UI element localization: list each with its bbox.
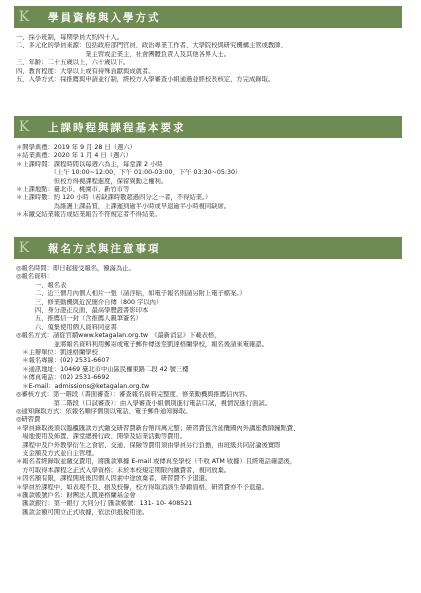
k-icon: K: [18, 240, 30, 256]
text-line: ＊學員於課程中，如表現不良、損及校譽，校方得取消該生學籍資格，研習費亦不予退還。: [16, 483, 268, 491]
text-line: ◎報名方式：請從官網www.ketagalan.org.tw 《最新消息》下載表格，: [16, 332, 221, 340]
section-body: [16, 34, 421, 84]
text-line: 並將報名資料利用郵寄或電子郵件傳送至凱達格蘭學校，報名後請來電確認。: [16, 340, 268, 348]
text-line: ＊因名額有限，課程開班後因個人因素中途放棄者，研習費不予退還。: [16, 475, 212, 483]
text-line: 二、近三個月內個人相片一張（請浮貼，如電子報名則請另附上電子檔案。）: [16, 290, 246, 298]
text-line: ＊報名專線：(02) 2531-6607: [16, 357, 110, 365]
text-line: 匯款金額可開立正式收據，依法供抵稅用途。: [16, 508, 149, 516]
text-line: 一、採小班制，每期學員大約四十人。: [16, 34, 124, 41]
section-title: 報名方式與注意事項: [48, 242, 161, 255]
text-line: 五、入學方式：採推薦與申請並行制，經校方入學審查小組通過並經校長核定，方完成錄取。: [16, 76, 275, 84]
section-header: [14, 237, 402, 259]
section-title: 學員資格與入學方式: [48, 11, 161, 24]
text-line: ＊報名者經錄取並繳交費用，將匯款單據 E-mail 或傳真至學校（不收 ATM 收據）且經電話確認後，: [16, 458, 297, 466]
k-icon: K: [18, 119, 30, 135]
section-header: [14, 116, 402, 138]
text-line: ＊傳真電話：(02) 2531-6692: [16, 374, 110, 382]
text-line: ＊匯款帳號戶名：財團法人凱達格蘭基金會: [16, 491, 136, 499]
text-line: 一、報名表: [16, 281, 67, 289]
text-line: 四、身分證正反面、最高學歷證書影印本: [16, 307, 149, 315]
text-line: 場地使用及佈置、課堂總務行政、開學及結業活動等費用。: [16, 433, 187, 441]
section-body: [16, 265, 421, 517]
text-line: 二、多元化的學員來源：包括政府部門官員、政治專業工作者、大學院校與研究機構主管或教師、: [16, 42, 287, 50]
text-line: （上午 10:00~12:00、下午 01:00-03:00、下午 03:30~05:30）: [16, 169, 242, 177]
text-line: 五、推薦信一封（含推薦人親筆簽名）: [16, 315, 142, 323]
text-line: ＊E-mail：admissions@ketagalan.org.tw: [16, 382, 150, 390]
text-line: 為維護上課品質，上課遲到逾半小時或早退逾半小時視同缺席。: [16, 202, 231, 210]
text-line: ＊開學典禮：2019 年 9 月 28 日（週六）: [16, 144, 136, 151]
text-line: 支金額及方式並自主管理。: [16, 449, 98, 457]
text-line: 業主管或企業主、社會團體負責人及其他各界人士。: [16, 50, 231, 58]
text-line: ◎通知錄取方式：依報名順序個別以電話、電子郵件通知錄取。: [16, 407, 192, 415]
text-line: 方可取得本課程之正式入學資格；未於本校規定期限內繳費者，視同放棄。: [16, 466, 231, 474]
k-icon: K: [18, 9, 30, 25]
text-line: 課程中及戶外教學衍生之食宿、交通、保險等費用須由學員另行負擔，由班級共同討論後實際: [16, 441, 281, 449]
text-line: 三、修業動機與近況簡介自傳（800 字以內）: [16, 298, 163, 306]
text-line: ＊未繳交結業報告或結業報告不符規定者不得結業。: [16, 211, 161, 219]
text-line: ＊上課地點：臺北市、桃園市、新竹市等: [16, 186, 130, 194]
text-line: 六、蒐集使用個人資料同意書: [16, 323, 117, 331]
text-line: 三、年齡：二十五歲以上，六十歲以下。: [16, 59, 130, 67]
text-line: ◎審核方式：第一階段（書面審查）：審查報名資料完整度、修業動機與推薦信內容。: [16, 391, 252, 399]
text-line: ＊上課時數：約 120 小時（若缺課時數超過四分之一者，不得結業。）: [16, 194, 212, 202]
text-line: 匯款銀行：第一銀行 大同分行 匯款帳號：131- 10- 408521: [16, 500, 193, 508]
text-line: 第二階段（口試審查）：由入學審查小組個別進行電話口試，視情況進行面試。: [16, 399, 272, 407]
section-registration: [0, 237, 421, 517]
text-line: ＊通訊地址：10469 臺北市中山區民權東路二段 42 號三樓: [16, 365, 189, 373]
text-line: ◎研習費: [16, 416, 41, 424]
text-line: ◎報名資料：: [16, 273, 53, 281]
text-line: ＊上課時間：課程時間以每週六為主，每堂課 2 小時: [16, 160, 163, 168]
section-admission: [0, 6, 421, 84]
text-line: ◎報名時間：即日起接受報名，額滿為止。: [16, 265, 135, 272]
text-line: ＊學員錄取後須以臨櫃匯款方式繳交研習費新台幣四萬元整；研習費包含延攬國內外講座教師鐘點費、: [16, 424, 300, 432]
text-line: 四、教育程度：大學以上或有持殊貢獻與成就者。: [16, 67, 155, 75]
section-schedule: [0, 116, 421, 220]
section-body: [16, 144, 421, 220]
text-line: ＊主辦單位：凱達格蘭學校: [16, 349, 98, 357]
text-line: 但校方得視課程進度，保留異動之權利。: [16, 177, 168, 185]
text-line: ＊結業典禮：2020 年 1 月 4 日（週六）: [16, 152, 132, 160]
section-header: [14, 6, 402, 28]
section-title: 上課時程與課程基本要求: [48, 121, 186, 134]
